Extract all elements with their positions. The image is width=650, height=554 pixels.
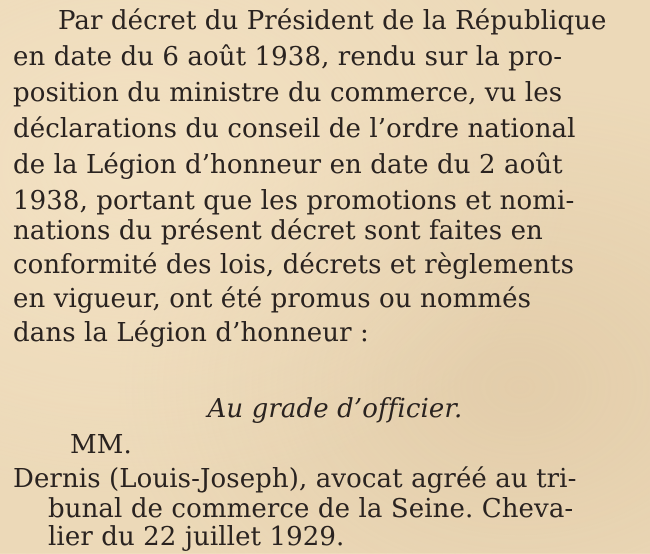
decree-line-10: dans la Légion d’honneur : [13, 318, 369, 348]
decree-line-2: en date du 6 août 1938, rendu sur la pro- [13, 42, 563, 72]
decree-line-6: 1938, portant que les promotions et nomi- [13, 186, 575, 216]
entry-line-2: bunal de commerce de la Seine. Cheva- [48, 494, 574, 524]
decree-line-7: nations du présent décret sont faites en [13, 216, 543, 246]
decree-line-8: conformité des lois, décrets et règlements [13, 250, 575, 280]
salutation: MM. [70, 430, 132, 460]
section-heading: Au grade d’officier. [207, 394, 463, 424]
entry-line-3: lier du 22 juillet 1929. [48, 522, 345, 552]
decree-line-5: de la Légion d’honneur en date du 2 août [13, 150, 563, 180]
decree-line-1: Par décret du Président de la République [58, 6, 607, 36]
decree-line-4: déclarations du conseil de l’ordre national [13, 114, 576, 144]
decree-line-9: en vigueur, ont été promus ou nommés [13, 284, 532, 314]
entry-line-1: Dernis (Louis-Joseph), avocat agréé au tri- [13, 464, 577, 494]
decree-line-3: position du ministre du commerce, vu les [13, 78, 563, 108]
